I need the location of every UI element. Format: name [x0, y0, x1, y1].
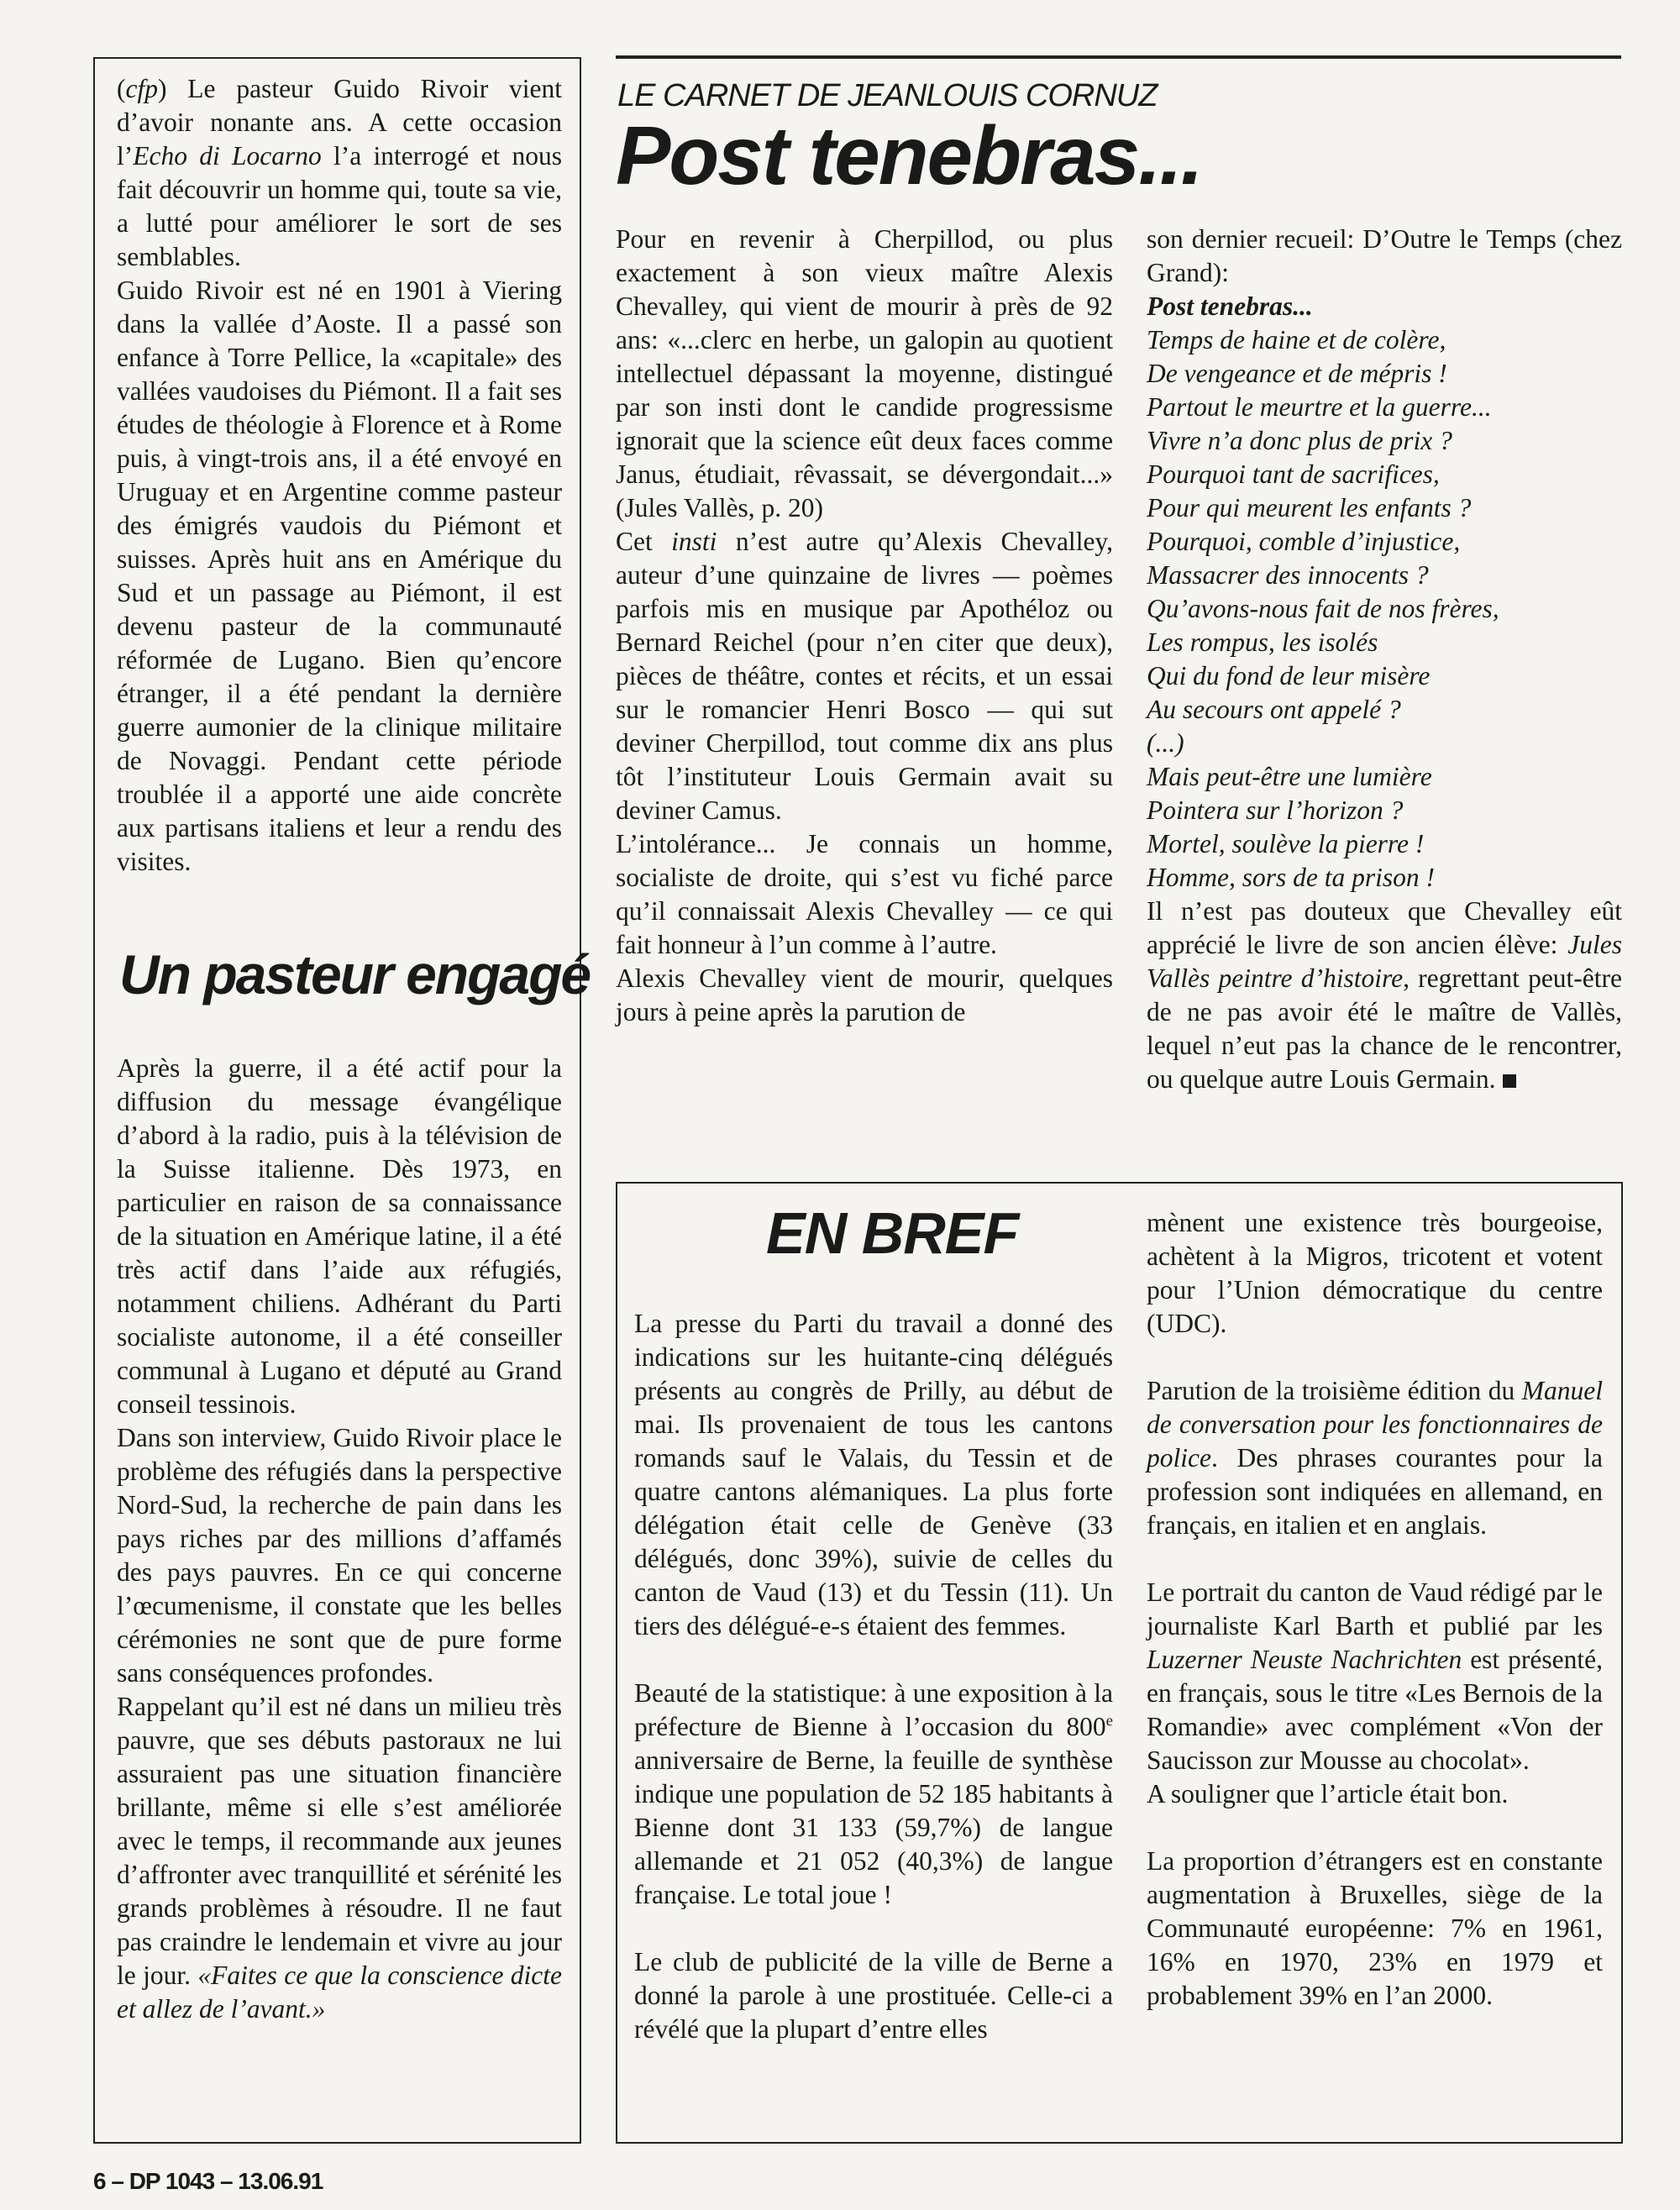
closing-text: Rappelant qu’il est né dans un milieu très pauvre, que ses débuts pastoraux ne lui assuraient pas une situation financière brillante, même si elle s’est améliorée avec le temps, il recommande aux jeunes d’affronter avec tranquillité et sérénité les grands problèmes à résoudre. Il ne faut pas craindre le lendemain et vivre au jour le jour.: [117, 1692, 562, 1990]
brief-statistique: [634, 1677, 1113, 1912]
poem-line: Massacrer des innocents ?: [1147, 560, 1429, 590]
carnet-p3: L’intolérance... Je connais un homme, socialiste de droite, qui s’est vu fiché parce qu’il connaissait Alexis Chevalley — ce qui fait honneur à l’un comme à l’autre.: [616, 829, 1113, 959]
carnet-column-2: [1147, 223, 1622, 1096]
interview-paragraph: Dans son interview, Guido Rivoir place le problème des réfugiés dans la perspective Nord-Sud, la recherche de pain dans les pays riches par des millions d’affamés des pays pauvres. En ce qui concerne l’œcumenisme, il constate que les belles cérémonies ne sont que de pure forme sans conséquences profondes.: [117, 1423, 562, 1688]
text-run: insti: [671, 527, 717, 556]
carnet-top-rule: [616, 55, 1621, 59]
poem-line: (...): [1147, 728, 1184, 758]
brief-parti-travail: La presse du Parti du travail a donné des indications sur les huitante-cinq délégués présents au congrès de Prilly, au début de mai. Ils provenaient de tous les cantons romands sauf le Valais, du Tessin et de quatre cantons alémaniques. La plus forte délégation était celle de Genève (33 délégués, donc 39%), suivie de celles du canton de Vaud (13) et du Tessin (11). Un tiers des délégué-e-s étaient des femmes.: [634, 1309, 1113, 1640]
poem-line: Vivre n’a donc plus de prix ?: [1147, 426, 1452, 455]
postwar-paragraph: Après la guerre, il a été actif pour la diffusion du message évangélique d’abord à la radio, puis à la télévision de la Suisse italienne. Dès 1973, en particulier en raison de sa connaissance de la situation en Amérique latine, il a été très actif dans l’aide aux réfugiés, notamment chiliens. Adhérant du Parti socialiste autonome, il a été conseiller communal à Lugano et député au Grand conseil tessinois.: [117, 1053, 562, 1419]
poem-line: Temps de haine et de colère,: [1147, 325, 1446, 354]
brief-souligner: A souligner que l’article était bon.: [1147, 1779, 1509, 1808]
carnet-title: Post tenebras...: [616, 109, 1202, 202]
left-article-column: [117, 72, 562, 879]
brief-bruxelles: La proportion d’étrangers est en constante augmentation à Bruxelles, siège de la Communauté européenne: 7% en 1961, 16% en 1970, 23% en 1979 et probablement 39% en l’an 2000.: [1147, 1846, 1603, 2010]
text-run: Cet: [616, 527, 672, 556]
poem-line: Mortel, soulève la pierre !: [1147, 829, 1425, 858]
text-run: Il n’est pas douteux que Chevalley eût apprécié le livre de son ancien élève:: [1147, 896, 1622, 959]
poem-line: Au secours ont appelé ?: [1147, 695, 1401, 724]
carnet-kicker: LE CARNET DE JEANLOUIS CORNUZ: [617, 78, 1158, 113]
poem-line: Pourquoi, comble d’injustice,: [1147, 527, 1461, 556]
en-bref-column-2: [1147, 1206, 1603, 2013]
brief-club-publicite: Le club de publicité de la ville de Berne a donné la parole à une prostituée. Celle-ci a révélé que la plupart d’entre elles: [634, 1947, 1113, 2044]
poem-line: Mais peut-être une lumière: [1147, 762, 1432, 791]
text-run: anniversaire de Berne, la feuille de synthèse indique une population de 52 185 habitants à Bienne dont 31 133 (59,7%) de langue allemande et 21 052 (40,3%) de langue française. Le total joue !: [634, 1745, 1113, 1909]
poem-line: Homme, sors de ta prison !: [1147, 863, 1435, 892]
text-run: l’a interrogé et nous fait découvrir un homme qui, toute sa vie, a lutté pour améliorer le sort de ses semblables.: [117, 141, 562, 271]
text-run: est présenté, en français, sous le titre «Les Bernois de la Romandie» avec complément «Von der Saucisson zur Mousse au chocolat».: [1147, 1645, 1603, 1775]
poem-line: Qui du fond de leur misère: [1147, 661, 1431, 690]
carnet-p4: Alexis Chevalley vient de mourir, quelques jours à peine après la parution de: [616, 963, 1113, 1026]
poem-line: Pourquoi tant de sacrifices,: [1147, 459, 1440, 489]
text-run: Manuel de conversation pour les fonctionnaires de police: [1147, 1376, 1603, 1472]
text-run: (: [117, 74, 126, 103]
intro-paragraph: [117, 72, 562, 274]
poem-line: Qu’avons-nous fait de nos frères,: [1147, 594, 1499, 623]
poem: [1147, 323, 1622, 895]
end-mark-icon: [1503, 1074, 1516, 1088]
text-run: Parution de la troisième édition du: [1147, 1376, 1522, 1405]
carnet-c2-intro: son dernier recueil: D’Outre le Temps (chez Grand):: [1147, 224, 1622, 287]
en-bref-column-1: [634, 1307, 1113, 2046]
poem-line: Pointera sur l’horizon ?: [1147, 795, 1404, 825]
text-run: Luzerner Neuste Nachrichten: [1147, 1645, 1462, 1674]
brief-manuel: [1147, 1374, 1603, 1542]
carnet-c2-outro-text: [1147, 896, 1622, 1094]
carnet-p1: Pour en revenir à Cherpillod, ou plus exactement à son vieux maître Alexis Chevalley, qui vient de mourir à près de 92 ans: «...clerc en herbe, un galopin au quotient intellectuel dépassant la moyenne, distingué par son insti dont le candide progressisme ignorait que la science eût deux faces comme Janus, étudiait, rêvassait, se dévergondait...» (Jules Vallès, p. 20): [616, 224, 1113, 522]
text-run: Le portrait du canton de Vaud rédigé par le journaliste Karl Barth et publié par les: [1147, 1577, 1603, 1640]
text-run: . Des phrases courantes pour la profession sont indiquées en allemand, en français, en italien et en anglais.: [1147, 1443, 1603, 1540]
closing-paragraph: [117, 1690, 562, 2026]
text-run: n’est autre qu’Alexis Chevalley, auteur d’une quinzaine de livres — poèmes parfois mis en musique par Apothéloz ou Bernard Reichel (pour n’en citer que deux), pièces de théâtre, contes et récits, et un essai sur le romancier Henri Bosco — qui sut deviner Cherpillod, tout comme dix ans plus tôt l’instituteur Louis Germain avait su deviner Camus.: [616, 527, 1113, 825]
bio-paragraph: Guido Rivoir est né en 1901 à Viering dans la vallée d’Aoste. Il a passé son enfance à Torre Pellice, la «capitale» des vallées vaudoises du Piémont. Il a fait ses études de théologie à Florence et à Rome puis, à vingt-trois ans, il a été envoyé en Uruguay et en Argentine comme pasteur des émigrés vaudois du Piémont et suisses. Après huit ans en Amérique du Sud et un passage au Piémont, il est devenu pasteur de la communauté réformée de Lugano. Bien qu’encore étranger, il a été pendant la dernière guerre aumonier de la clinique militaire de Novaggi. Pendant cette période troublée il a apporté une aide concrète aux partisans italiens et leur a rendu des visites.: [117, 276, 562, 876]
closing-quote: «Faites ce que la conscience dicte et allez de l’avant.»: [117, 1961, 563, 2024]
carnet-p2: [616, 525, 1113, 827]
left-article-column-2: [117, 1052, 562, 2026]
poem-line: Les rompus, les isolés: [1147, 627, 1378, 657]
text-run: Jules Vallès peintre d’histoire: [1147, 930, 1622, 993]
carnet-c2-outro: [1147, 895, 1622, 1096]
poem-line: De vengeance et de mépris !: [1147, 359, 1447, 388]
text-run: ) Le pasteur Guido Rivoir vient d’avoir nonante ans. A cette occasion l’: [117, 74, 562, 171]
text-run: cfp: [125, 74, 158, 103]
text-run: Echo di Locarno: [133, 141, 322, 171]
text-run: e: [1105, 1712, 1113, 1730]
poem-line: Pour qui meurent les enfants ?: [1147, 493, 1472, 522]
brief-club-publicite-cont: mènent une existence très bourgeoise, achètent à la Migros, tricotent et votent pour l’Union démocratique du centre (UDC).: [1147, 1208, 1603, 1338]
poem-line: Partout le meurtre et la guerre...: [1147, 392, 1492, 422]
text-run: , regrettant peut-être de ne pas avoir été le maître de Vallès, lequel n’eut pas la chance de le rencontrer, ou quelque autre Louis Germain.: [1147, 963, 1623, 1094]
en-bref-title: EN BREF: [766, 1200, 1019, 1266]
carnet-column-1: [616, 223, 1113, 1029]
brief-portrait-vaud: [1147, 1576, 1603, 1777]
poem-title: Post tenebras...: [1147, 291, 1313, 321]
page-footer: 6 – DP 1043 – 13.06.91: [93, 2168, 323, 2194]
subhead-pasteur-engage: Un pasteur engagé: [119, 943, 591, 1005]
text-run: Beauté de la statistique: à une exposition à la préfecture de Bienne à l’occasion du 800: [634, 1678, 1113, 1741]
